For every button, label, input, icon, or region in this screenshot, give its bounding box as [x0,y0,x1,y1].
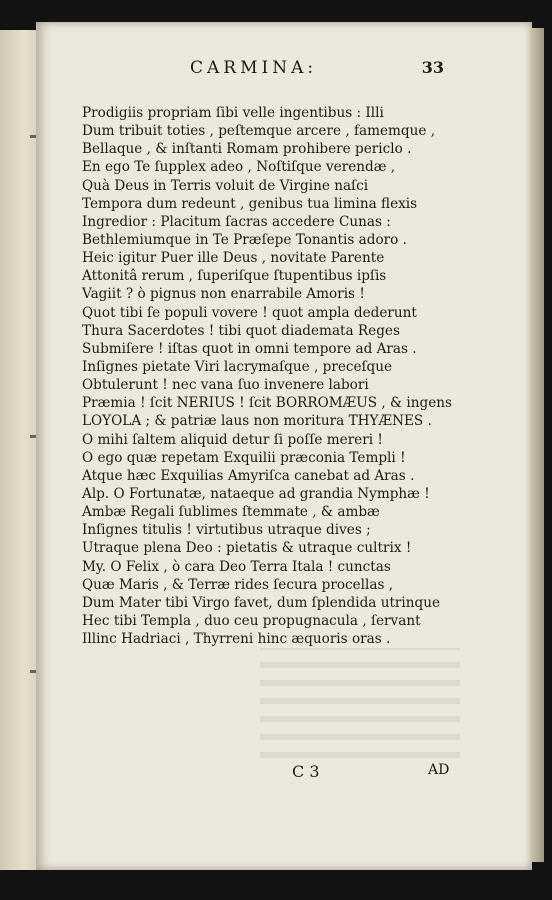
verse-line: Tempora dum redeunt , genibus tua limina flexis [82,195,418,212]
facing-page-edge [0,30,41,870]
verse-line: Quot tibi ſe populi vovere ! quot ampla dederunt [82,304,417,321]
verse-line: O ego quæ repetam Exquilii præconia Templi ! [82,449,406,466]
verse-line: O mihi ſaltem aliquid detur ſi poſſe mereri ! [82,431,383,448]
verse-line: Atque hæc Exquilias Amyriſca canebat ad Aras . [82,467,415,484]
verse-line: Prodigiis propriam ſibi velle ingentibus : Illi [82,105,384,121]
verse-line: LOYOLA ; & patriæ laus non moritura THYÆNES . [82,413,432,430]
verse-line: Dum tribuit toties , peſtemque arcere , famemque , [82,123,436,140]
verse-line: Obtulerunt ! nec vana ſuo invenere labori [82,377,369,394]
verse-line: Inſignes titulis ! virtutibus utraque dives ; [82,522,371,539]
verse-line: Utraque plena Deo : pietatis & utraque cultrix ! [82,540,412,557]
verse-line: My. O Felix , ò cara Deo Terra Itala ! cunctas [82,558,391,575]
verse-line: Hec tibi Templa , duo ceu propugnacula , ſervant [82,612,421,629]
verse-line: Submiſere ! iſtas quot in omni tempore ad Aras . [82,340,417,357]
verse-line: Bethlemiumque in Te Præſepe Tonantis adoro . [82,231,407,248]
verse-line: Attonitâ rerum , ſuperiſque ſtupentibus ipſis [82,268,387,285]
bleed-through-text [260,648,460,758]
verse-line: Vagiit ? ò pignus non enarrabile Amoris ! [82,286,365,303]
verse-line: Bellaque , & inſtanti Romam prohibere periclo . [82,141,412,158]
page-number: 33 [421,58,444,77]
verse-text [82,104,462,648]
verse-line: En ego Te ſupplex adeo , Noſtiſque verendæ , [82,159,396,176]
verse-line: Quæ Maris , & Terræ rides ſecura procellas , [82,576,394,593]
verse-line: Illinc Hadriaci , Thyrreni hinc æquoris oras . [82,631,391,648]
verse-line: Præmia ! ſcit NERIUS ! ſcit BORROMÆUS , & ingens [82,395,452,412]
verse-line: Ingredior : Placitum ſacras accedere Cunas : [82,213,391,230]
signature-mark: C 3 [292,762,320,781]
verse-line: Quà Deus in Terris voluit de Virgine naſci [82,177,369,194]
verse-line: Dum Mater tibi Virgo favet, dum ſplendida utrinque [82,594,441,611]
verse-line: Inſignes pietate Viri lacrymaſque , preceſque [82,358,393,375]
page-block-edge [530,28,544,862]
verse-line: Thura Sacerdotes ! tibi quot diademata Reges [82,322,400,339]
running-head: CARMINA: [190,58,318,78]
verse-line: Ambæ Regali ſublimes ſtemmate , & ambæ [82,504,380,521]
verse-line: Alp. O Fortunatæ, nataeque ad grandia Nymphæ ! [82,485,430,502]
catchword: AD [428,762,450,778]
verse-line: Heic igitur Puer ille Deus , novitate Parente [82,250,385,267]
